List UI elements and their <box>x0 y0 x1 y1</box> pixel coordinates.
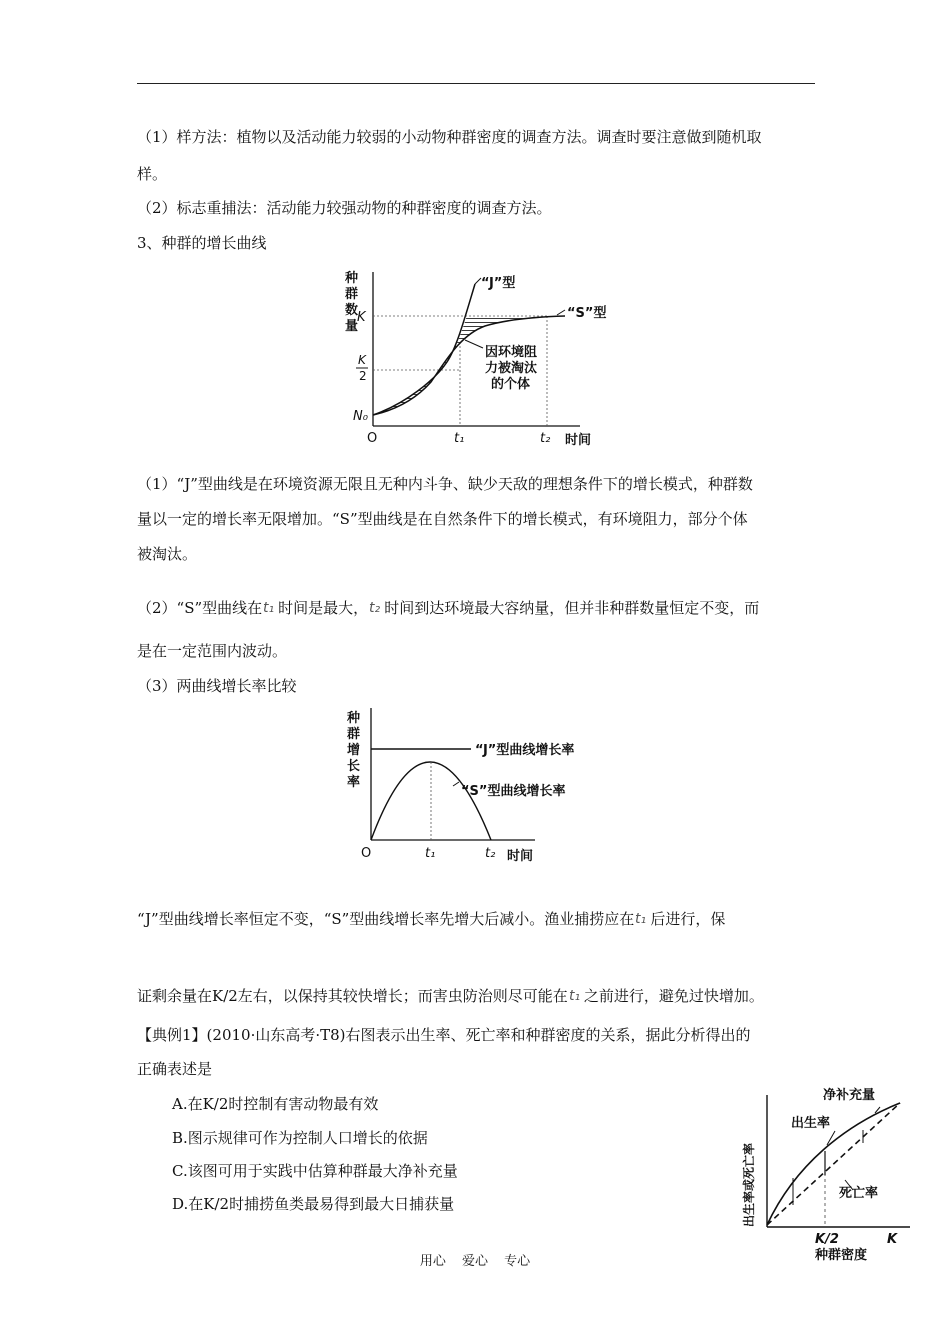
footer <box>0 1250 950 1269</box>
option-a: A.在K/2时控制有害动物最有效 <box>172 1095 379 1113</box>
svg-text:t₁: t₁ <box>263 600 275 616</box>
para-sample-method-2: 样。 <box>137 165 168 183</box>
fig1-xlabel: 时间 <box>565 433 592 448</box>
example-question: 正确表述是 <box>137 1060 213 1078</box>
para-sample-method-1: （1）样方法：植物以及活动能力较弱的小动物种群密度的调查方法。调查时要注意做到随机取 <box>137 128 762 146</box>
fig2-s-rate-curve <box>371 762 491 840</box>
para-curve-2a-part2: 时间是最大， <box>278 599 369 617</box>
fig1-t2: t₂ <box>540 431 551 446</box>
fig2-t1: t₁ <box>425 846 436 861</box>
para-rate-1-part2: 后进行，保 <box>650 910 726 928</box>
section-heading-growth-curve: 3、种群的增长曲线 <box>137 234 267 252</box>
fig3-net-label: 净补充量 <box>823 1088 876 1103</box>
fig1-ylabel-3: 数 <box>345 303 359 318</box>
footer-text-3: 专心 <box>504 1254 531 1269</box>
fig2-ylabel-3: 增 <box>347 743 361 758</box>
fig1-ylabel-4: 量 <box>345 319 359 334</box>
para-rate-2 <box>137 985 764 1007</box>
svg-text:t₁: t₁ <box>568 988 580 1004</box>
fig1-ylabel-1: 种 <box>345 271 359 286</box>
para-rate-1-part1: “J”型曲线增长率恒定不变，“S”型曲线增长率先增大后减小。渔业捕捞应在 <box>137 910 635 928</box>
fig3-xlabel: 种群密度 <box>815 1248 868 1263</box>
fig1-k-tick: K <box>357 310 366 325</box>
fig2-xlabel: 时间 <box>507 849 534 864</box>
svg-text:t₂: t₂ <box>369 600 381 616</box>
fig2-ylabel-2: 群 <box>347 727 361 742</box>
fig2-t2: t₂ <box>485 846 496 861</box>
figure-growth-rates <box>335 702 625 870</box>
fig2-ylabel-5: 率 <box>347 775 361 790</box>
footer-text-1: 用心 <box>419 1254 446 1269</box>
para-curve-2b: 是在一定范围内波动。 <box>137 642 288 660</box>
para-rate-2-part2: 之前进行，避免过快增加。 <box>583 987 764 1005</box>
fig1-n0: N₀ <box>353 409 368 424</box>
fig1-shade-label-1: 因环境阻 <box>485 345 538 360</box>
figure-growth-curves <box>335 262 625 452</box>
fig2-origin: O <box>361 846 372 861</box>
fig1-shade-label-3: 的个体 <box>491 377 531 392</box>
t1-icon <box>568 986 584 1004</box>
fig1-t1: t₁ <box>454 431 465 446</box>
fig1-j-label: “J”型 <box>481 276 516 291</box>
header-rule <box>137 83 815 84</box>
fig3-k2: K/2 <box>815 1232 839 1247</box>
fig1-s-label: “S”型 <box>567 306 607 321</box>
fig2-ylabel-1: 种 <box>347 711 361 726</box>
para-rate-2-part1: 证剩余量在K/2左右，以保持其较快增长；而害虫防治则尽可能在 <box>137 987 568 1005</box>
fig2-s-label: “S”型曲线增长率 <box>461 784 566 799</box>
fig3-death-label: 死亡率 <box>839 1186 879 1201</box>
para-curve-3: （3）两曲线增长率比较 <box>137 677 297 695</box>
para-curve-1b: 量以一定的增长率无限增加。“S”型曲线是在自然条件下的增长模式，有环境阻力，部分个体 <box>137 510 748 528</box>
example-heading: 【典例1】(2010·山东高考·T8)右图表示出生率、死亡率和种群密度的关系，据此分析得出的 <box>137 1026 751 1044</box>
footer-text-2: 爱心 <box>461 1254 488 1269</box>
fig2-j-label: “J”型曲线增长率 <box>475 743 575 758</box>
para-curve-2a <box>137 597 759 619</box>
fig1-k2-num: K <box>358 353 366 367</box>
t1-icon <box>634 909 650 927</box>
fig1-shade-label-2: 力被淘汰 <box>485 361 538 376</box>
figure-birth-death-rates <box>735 1085 920 1265</box>
para-curve-1a: （1）“J”型曲线是在环境资源无限且无种内斗争、缺少天敌的理想条件下的增长模式，种群数 <box>137 475 753 493</box>
t1-icon <box>262 598 278 616</box>
para-rate-1 <box>137 908 725 930</box>
para-curve-1c: 被淘汰。 <box>137 545 198 563</box>
para-mark-recapture: （2）标志重捕法：活动能力较强动物的种群密度的调查方法。 <box>137 199 552 217</box>
fig3-k: K <box>887 1232 898 1247</box>
fig3-death-curve <box>767 1103 900 1225</box>
fig3-ylabel: 出生率或死亡率 <box>742 1142 756 1227</box>
fig1-ylabel-2: 群 <box>345 287 359 302</box>
fig3-birth-label: 出生率 <box>791 1116 831 1131</box>
fig1-origin: O <box>367 431 378 446</box>
fig2-ylabel-4: 长 <box>347 759 361 774</box>
svg-text:t₁: t₁ <box>635 911 647 927</box>
option-c: C.该图可用于实践中估算种群最大净补充量 <box>172 1162 458 1180</box>
option-d: D.在K/2时捕捞鱼类最易得到最大日捕获量 <box>172 1195 455 1213</box>
fig1-k2-den: 2 <box>359 369 367 383</box>
option-b: B.图示规律可作为控制人口增长的依据 <box>172 1129 428 1147</box>
para-curve-2a-part3: 时间到达环境最大容纳量，但并非种群数量恒定不变，而 <box>384 599 760 617</box>
t2-icon <box>368 598 384 616</box>
para-curve-2a-part1: （2）“S”型曲线在 <box>137 599 263 617</box>
